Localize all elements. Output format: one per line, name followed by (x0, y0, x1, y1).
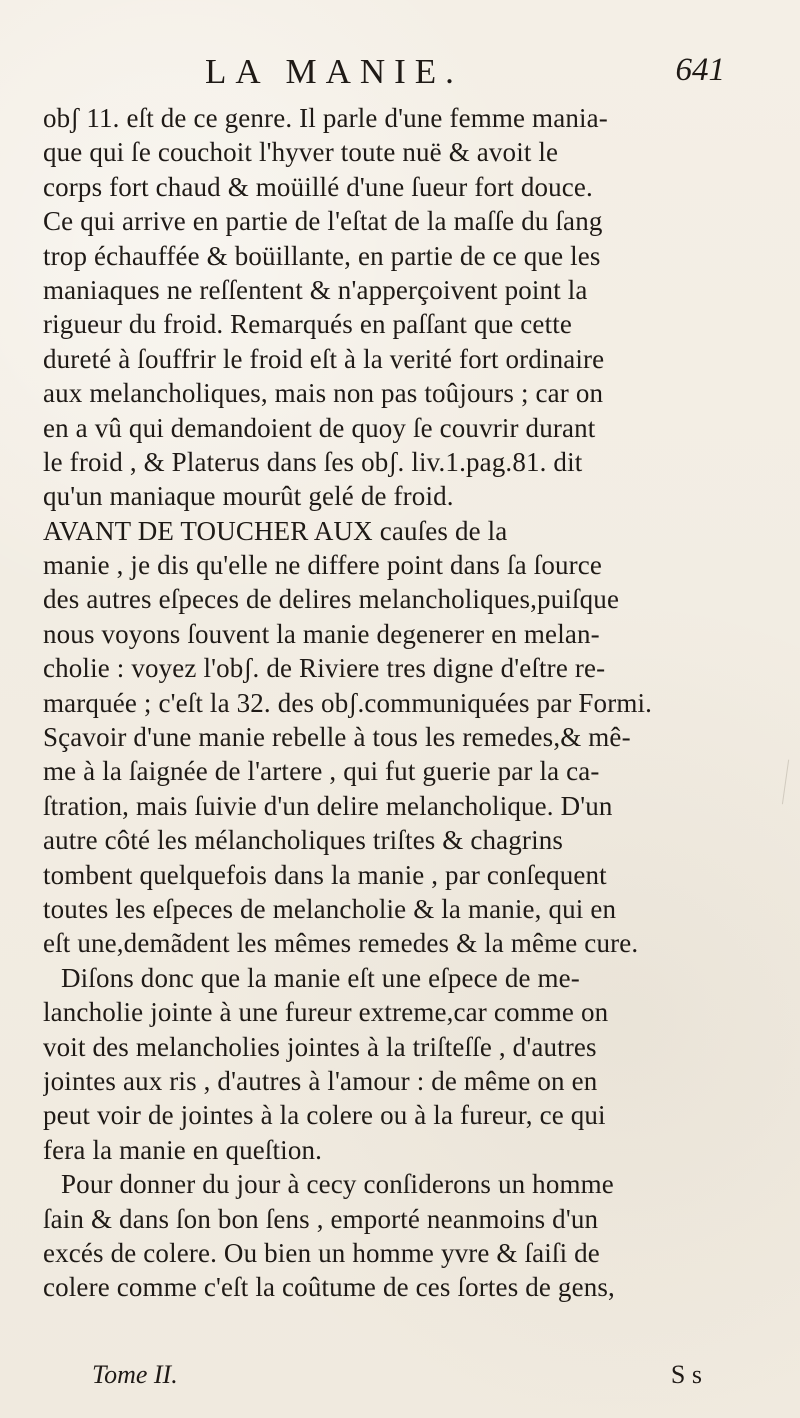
page-number: 641 (675, 52, 725, 88)
text-line-33: ſain & dans ſon bon ſens , emporté neanmoins d'un (43, 1203, 599, 1234)
text-line-17: cholie : voyez l'obʃ. de Riviere tres digne d'eſtre re- (43, 653, 606, 684)
text-line-21: ſtration, mais ſuivie d'un delire melancholique. D'un (43, 790, 613, 821)
text-line-24: toutes les eſpeces de melancholie & la manie, qui en (43, 893, 617, 924)
text-line-32: Pour donner du jour à cecy conſiderons un homme (61, 1169, 614, 1200)
text-line-10: en a vû qui demandoient de quoy ſe couvrir durant (43, 412, 596, 443)
text-line-23: tombent quelquefois dans la manie , par conſequent (43, 859, 607, 890)
volume-signature: Tome II. (92, 1360, 178, 1389)
text-line-13: AVANT DE TOUCHER AUX cauſes de la (43, 515, 508, 546)
text-line-20: me à la ſaignée de l'artere , qui fut guerie par la ca- (43, 756, 600, 787)
text-line-12: qu'un maniaque mourût gelé de froid. (43, 481, 454, 512)
text-line-01: obʃ 11. eſt de ce genre. Il parle d'une femme mania- (43, 103, 608, 133)
page-footer (92, 1360, 702, 1392)
text-line-16: nous voyons ſouvent la manie degenerer en melan- (43, 618, 600, 649)
text-line-09: aux melancholiques, mais non pas toûjours ; car on (43, 378, 604, 409)
text-line-08: dureté à ſouffrir le froid eſt à la verité fort ordinaire (43, 343, 605, 374)
paper-mark (782, 760, 797, 806)
text-line-15: des autres eſpeces de delires melancholiques,puiſque (43, 584, 620, 615)
text-line-27: lancholie jointe à une fureur extreme,car comme on (43, 997, 609, 1028)
text-line-18: marquée ; c'eſt la 32. des obʃ.communiquées par Formi. (43, 687, 653, 718)
text-line-25: eſt une,demãdent les mêmes remedes & la même cure. (43, 928, 639, 959)
page-title: LA MANIE. (205, 52, 463, 91)
text-line-29: jointes aux ris , d'autres à l'amour : de même on en (43, 1065, 598, 1096)
text-line-04: Ce qui arrive en partie de l'eſtat de la maſſe du ſang (43, 206, 603, 237)
text-line-05: trop échauffée & boüillante, en partie de ce que les (43, 240, 601, 271)
text-line-14: manie , je dis qu'elle ne differe point dans ſa ſource (43, 550, 603, 581)
text-line-31: fera la manie en queſtion. (43, 1134, 323, 1165)
text-line-30: peut voir de jointes à la colere ou à la fureur, ce qui (43, 1100, 606, 1131)
text-line-06: maniaques ne reſſentent & n'apperçoivent point la (43, 274, 588, 305)
text-line-07: rigueur du froid. Remarqués en paſſant que cette (43, 309, 573, 340)
text-line-22: autre côté les mélancholiques triſtes & chagrins (43, 825, 564, 856)
text-line-19: Sçavoir d'une manie rebelle à tous les remedes,& mê- (43, 722, 631, 753)
text-line-03: corps fort chaud & moüillé d'une ſueur fort douce. (43, 171, 593, 202)
text-line-11: le froid , & Platerus dans ſes obʃ. liv.1.pag.81. dit (43, 446, 583, 477)
running-head (205, 50, 725, 94)
text-line-02: que qui ſe couchoit l'hyver toute nuë & avoit le (43, 137, 559, 168)
text-line-35: colere comme c'eſt la coûtume de ces ſortes de gens, (43, 1272, 615, 1303)
text-line-26: Diſons donc que la manie eſt une eſpece de me- (61, 962, 580, 993)
text-line-34: excés de colere. Ou bien un homme yvre & ſaiſi de (43, 1237, 600, 1268)
text-line-28: voit des melancholies jointes à la triſteſſe , d'autres (43, 1031, 597, 1062)
quire-mark: S s (670, 1360, 702, 1389)
main-text (43, 101, 768, 1305)
